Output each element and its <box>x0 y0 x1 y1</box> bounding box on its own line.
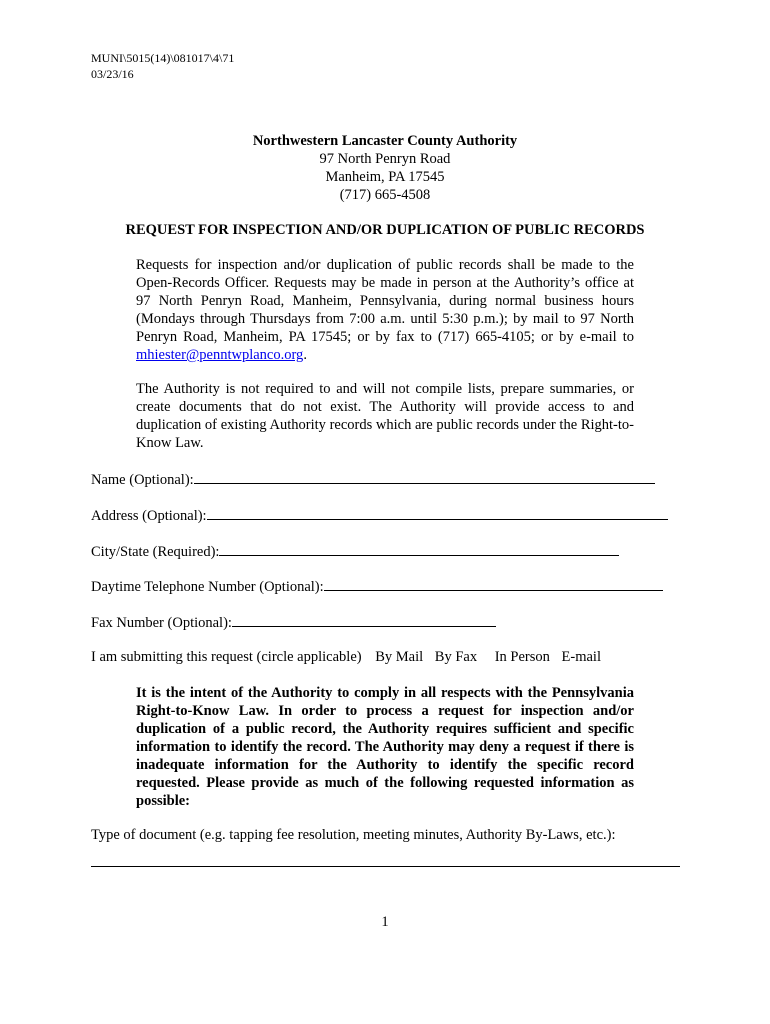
option-by-mail[interactable]: By Mail <box>375 649 424 665</box>
fax-input-line[interactable] <box>232 612 496 627</box>
daytime-phone-field <box>91 576 663 596</box>
instructions-end: . <box>303 347 307 363</box>
organization-address-line1: 97 North Penryn Road <box>319 151 451 167</box>
organization-name: Northwestern Lancaster County Authority <box>252 133 518 149</box>
fax-label: Fax Number (Optional): <box>91 615 232 631</box>
fax-field <box>91 612 496 632</box>
organization-address-line2: Manheim, PA 17545 <box>325 169 445 185</box>
policy-paragraph <box>136 380 634 452</box>
document-id: MUNI\5015(14)\081017\4\71 <box>91 51 235 65</box>
option-by-fax[interactable]: By Fax <box>434 649 478 665</box>
document-header <box>91 50 234 82</box>
daytime-phone-input-line[interactable] <box>324 576 663 591</box>
page-number: 1 <box>381 914 389 930</box>
city-state-field <box>91 541 619 561</box>
email-link[interactable]: mhiester@penntwplanco.org <box>136 347 304 363</box>
submission-label: I am submitting this request (circle applicable) <box>91 649 362 665</box>
option-email[interactable]: E-mail <box>561 649 601 665</box>
address-field <box>91 505 668 525</box>
option-in-person[interactable]: In Person <box>494 649 550 665</box>
submission-method-row <box>91 648 601 666</box>
document-type-label: Type of document (e.g. tapping fee resolution, meeting minutes, Authority By-Laws, etc.): <box>91 827 616 843</box>
name-label: Name (Optional): <box>91 472 194 488</box>
organization-block <box>0 132 770 204</box>
city-state-label: City/State (Required): <box>91 544 220 560</box>
instructions-text: Requests for inspection and/or duplication of public records shall be made to the Open-Records Officer. Requests may be made in person at the Authority’s office at 97 North Penryn Road, Manheim, Pennsylvania, during normal business hours (Mondays through Thursdays from 7:00 a.m. until 5:30 p.m.); by mail to 97 North Penryn Road, Manheim, PA 17545; or by fax to (717) 665-4105; or by e-mail to <box>136 257 634 345</box>
daytime-phone-label: Daytime Telephone Number (Optional): <box>91 579 324 595</box>
address-label: Address (Optional): <box>91 508 207 524</box>
page-title: REQUEST FOR INSPECTION AND/OR DUPLICATION OF PUBLIC RECORDS <box>125 222 645 238</box>
instructions-paragraph <box>136 256 634 364</box>
city-state-input-line[interactable] <box>219 541 619 556</box>
policy-text: The Authority is not required to and will not compile lists, prepare summaries, or create documents that do not exist. The Authority will provide access to and duplication of existing Authority records which are public records under the Right-to-Know Law. <box>136 381 634 451</box>
document-type-input-line[interactable] <box>91 866 680 867</box>
intent-paragraph: It is the intent of the Authority to comply in all respects with the Pennsylvania Right-to-Know Law. In order to process a request for inspection and/or duplication of a public record, the Authority requires sufficient and specific information to identify the record. The Authority may deny a request if there is inadequate information for the Authority to identify the specific record requested. Please provide as much of the following requested information as possible: <box>136 685 634 809</box>
address-input-line[interactable] <box>207 505 668 520</box>
name-field <box>91 469 655 489</box>
organization-phone: (717) 665-4508 <box>339 187 431 203</box>
name-input-line[interactable] <box>194 469 655 484</box>
document-date: 03/23/16 <box>91 67 134 81</box>
